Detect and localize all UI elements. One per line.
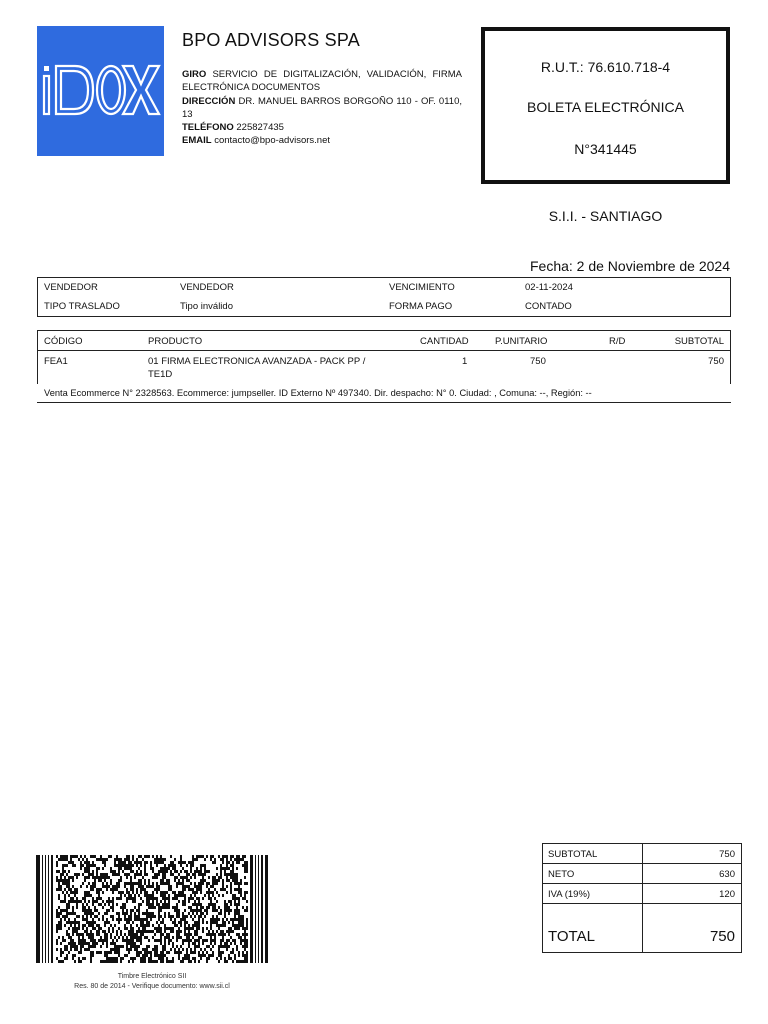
giro-label: GIRO	[182, 69, 207, 80]
neto-label: NETO	[543, 864, 643, 883]
document-number: N°341445	[574, 141, 637, 157]
forma-pago-value: CONTADO	[525, 301, 572, 312]
timbre-line1: Timbre Electrónico SII	[117, 973, 187, 980]
iva-value: 120	[719, 889, 735, 900]
row-subtotal: 750	[708, 356, 724, 367]
document-type: BOLETA ELECTRÓNICA	[527, 99, 684, 115]
detail-header-row	[38, 331, 730, 351]
forma-pago-label: FORMA PAGO	[389, 301, 453, 312]
company-header	[182, 30, 462, 148]
timbre-line2: Res. 80 de 2014 - Verifique documento: www.sii.cl	[74, 983, 230, 990]
document-date: Fecha: 2 de Noviembre de 2024	[529, 258, 730, 274]
company-logo	[37, 26, 164, 156]
sii-office: S.I.I. - SANTIAGO	[548, 208, 663, 224]
direccion-label: DIRECCIÓN	[182, 95, 236, 107]
document-id-box	[481, 27, 730, 184]
vendedor-value: VENDEDOR	[180, 282, 234, 293]
subtotal-value: 750	[719, 849, 735, 860]
totals-row-total	[543, 904, 741, 952]
totals-row-subtotal	[543, 844, 741, 864]
vendedor-label: VENDEDOR	[44, 282, 98, 293]
neto-value: 630	[719, 869, 735, 880]
totals-row-iva	[543, 884, 741, 904]
traslado-value: Tipo inválido	[180, 301, 233, 312]
header-codigo: CÓDIGO	[44, 336, 83, 347]
subtotal-label: SUBTOTAL	[543, 844, 643, 863]
info-table	[37, 277, 731, 317]
timbre-caption	[36, 972, 268, 992]
email-value: contacto@bpo-advisors.net	[214, 135, 330, 147]
detail-table	[37, 330, 731, 384]
telefono-value: 225827435	[236, 122, 284, 134]
idox-logo-icon	[37, 26, 164, 156]
email-label: EMAIL	[182, 135, 212, 147]
header-rd: R/D	[609, 336, 626, 347]
direccion-value: DR. MANUEL BARROS BORGOÑO 110 - OF. 0110, 13	[182, 95, 463, 120]
telefono-label: TELÉFONO	[182, 122, 234, 134]
header-unitario: P.UNITARIO	[495, 336, 548, 347]
total-label: TOTAL	[543, 904, 643, 952]
company-details	[182, 68, 462, 148]
header-producto: PRODUCTO	[148, 336, 203, 347]
iva-label: IVA (19%)	[543, 884, 643, 903]
ecommerce-note: Venta Ecommerce N° 2328563. Ecommerce: jumpseller. ID Externo Nº 497340. Dir. despacho: N° 0. Ciudad: , Comuna: --, Región: --	[37, 388, 731, 403]
row-codigo: FEA1	[44, 356, 68, 367]
header-cantidad: CANTIDAD	[420, 336, 469, 347]
totals-table	[542, 843, 742, 953]
giro-value: SERVICIO DE DIGITALIZACIÓN, VALIDACIÓN, FIRMA ELECTRÓNICA DOCUMENTOS	[182, 69, 462, 94]
vencimiento-value: 02-11-2024	[525, 282, 573, 293]
row-cantidad: 1	[462, 356, 468, 367]
header-subtotal: SUBTOTAL	[674, 336, 724, 347]
total-value: 750	[709, 928, 735, 945]
timbre-barcode	[36, 855, 268, 963]
company-name: BPO ADVISORS SPA	[182, 30, 360, 50]
rut: R.U.T.: 76.610.718-4	[540, 59, 671, 75]
vencimiento-label: VENCIMIENTO	[389, 282, 455, 293]
totals-row-neto	[543, 864, 741, 884]
traslado-label: TIPO TRASLADO	[44, 301, 120, 312]
row-producto-line1: 01 FIRMA ELECTRONICA AVANZADA - PACK PP /	[148, 356, 366, 367]
row-unitario: 750	[530, 356, 546, 367]
row-producto-line2: TE1D	[148, 369, 173, 380]
